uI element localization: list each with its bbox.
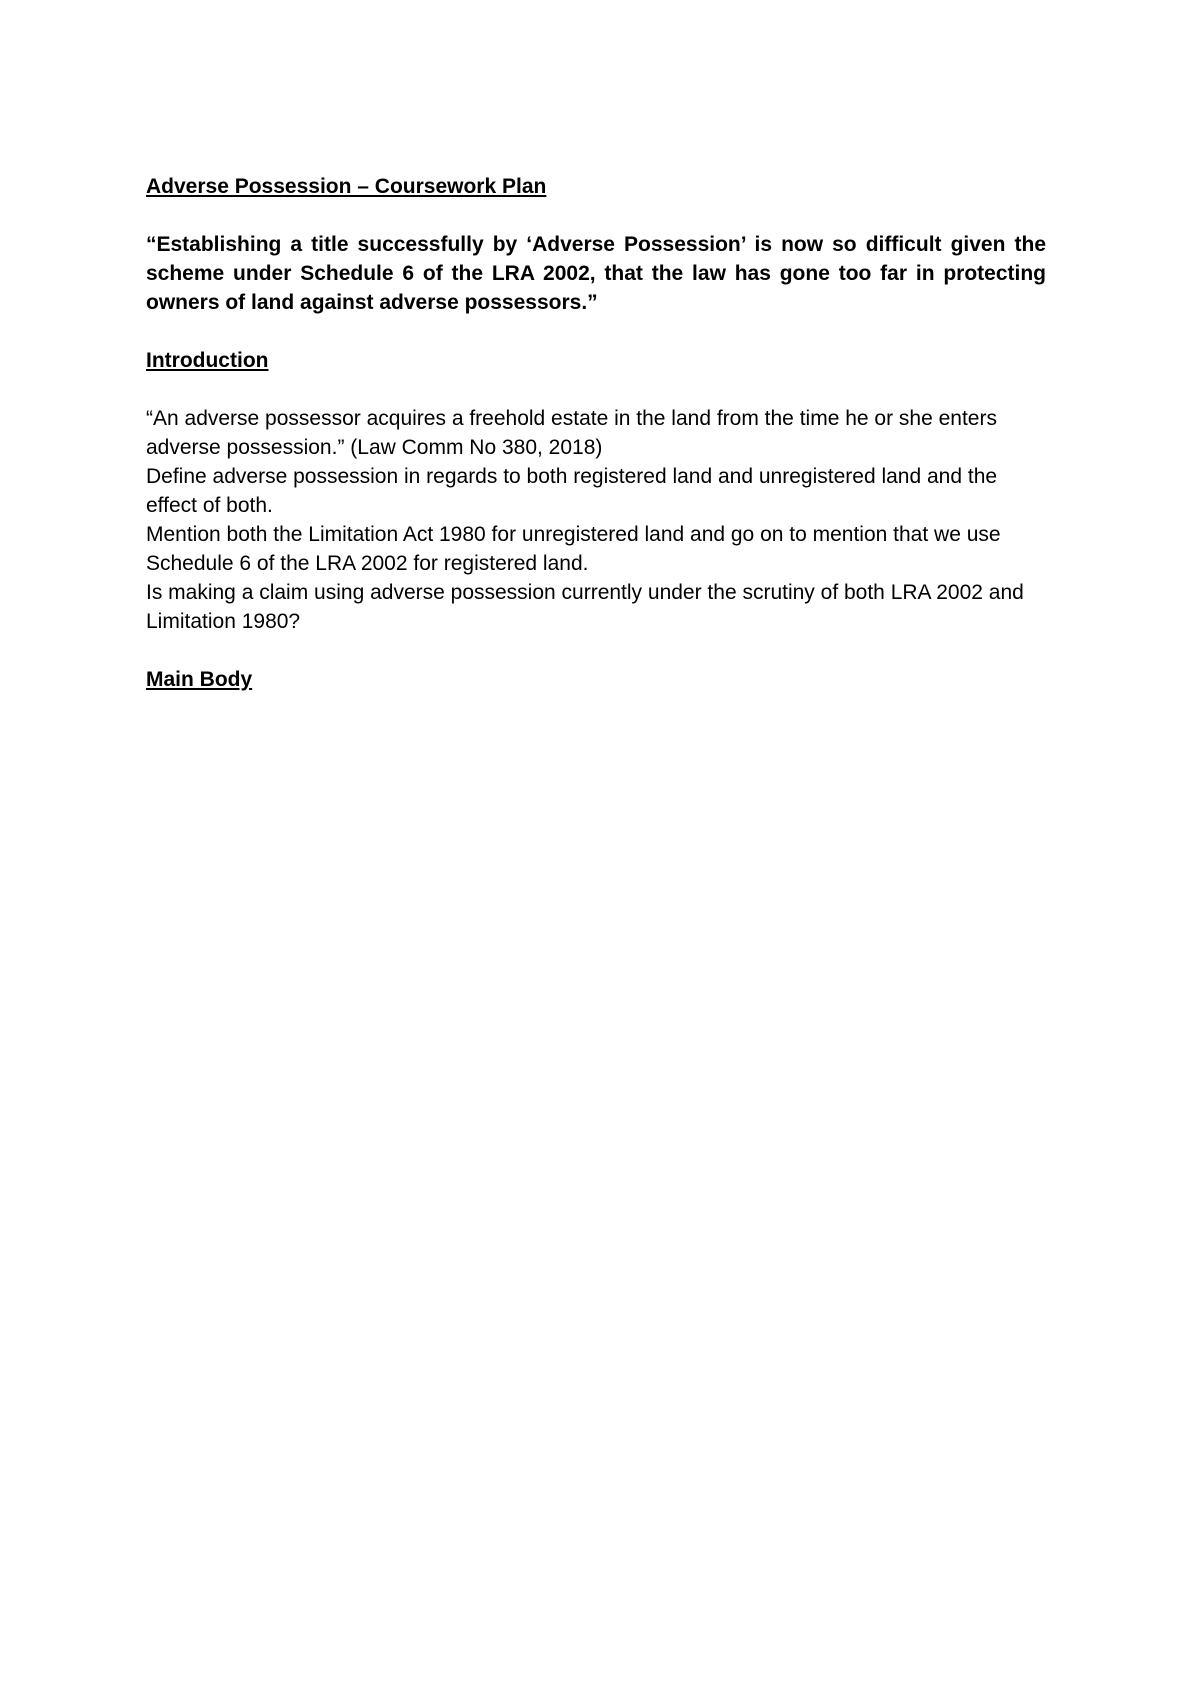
essay-question: “Establishing a title successfully by ‘Adverse Possession’ is now so difficult given the scheme under Schedule 6 of the LRA 2002, that the law has gone too far in protecting owners of land against adverse possessors.” xyxy=(146,233,1046,314)
intro-paragraph-define: Define adverse possession in regards to both registered land and unregistered land and the effect of both. xyxy=(146,465,998,517)
introduction-body xyxy=(146,404,1046,636)
intro-paragraph-limitation: Mention both the Limitation Act 1980 for unregistered land and go on to mention that we use Schedule 6 of the LRA 2002 for registered land. xyxy=(146,523,1001,575)
intro-paragraph-scrutiny: Is making a claim using adverse possession currently under the scrutiny of both LRA 2002 and Limitation 1980? xyxy=(146,581,1024,633)
document-content xyxy=(146,172,1046,694)
intro-paragraph-quote: “An adverse possessor acquires a freehold estate in the land from the time he or she enters adverse possession.” (Law Comm No 380, 2018) xyxy=(146,407,997,459)
main-body-heading: Main Body xyxy=(146,668,253,691)
introduction-heading: Introduction xyxy=(146,349,269,372)
document-title: Adverse Possession – Coursework Plan xyxy=(146,175,547,198)
